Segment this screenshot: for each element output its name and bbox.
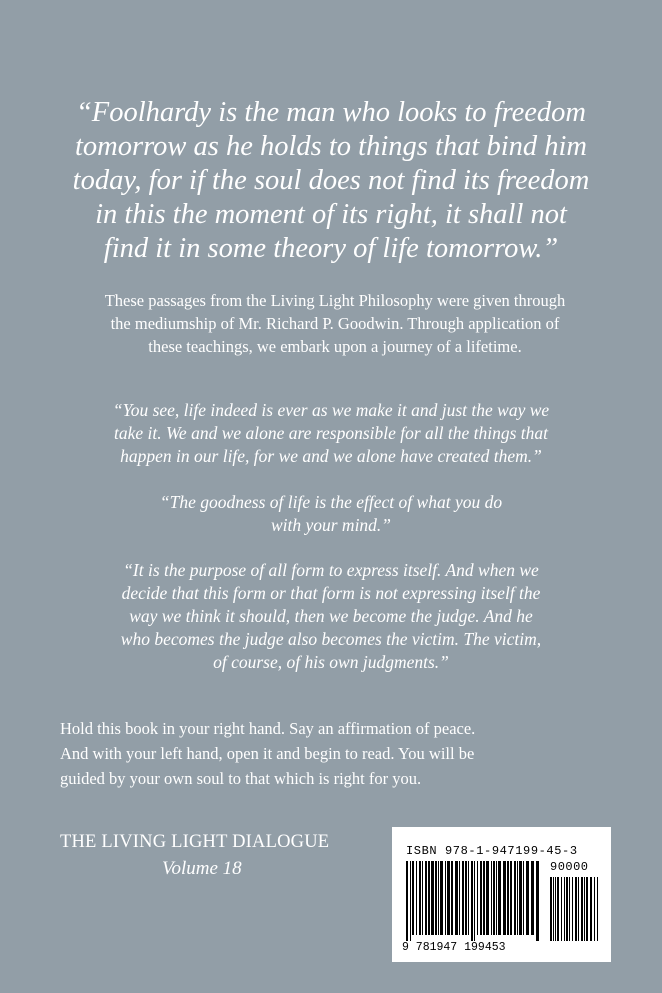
instructions-line: And with your left hand, open it and begin to read. You will be — [60, 744, 475, 763]
series-title: THE LIVING LIGHT DIALOGUE — [60, 832, 330, 852]
barcode-bar — [523, 861, 524, 935]
barcode-bar — [526, 861, 529, 935]
lead-quote-line: today, for if the soul does not find its freedom — [72, 165, 590, 196]
volume-label: Volume 18 — [162, 858, 242, 879]
barcode-bar — [474, 861, 475, 941]
barcode-bar — [507, 861, 509, 935]
intro-paragraph — [60, 289, 610, 358]
lead-quote-line: “Foolhardy is the man who looks to freedom — [75, 97, 587, 128]
barcode-bar — [462, 861, 464, 935]
barcode-bar — [451, 861, 453, 935]
quote-line: way we think it should, then we become the judge. And he — [129, 606, 533, 626]
barcode-addon-bar — [550, 877, 552, 941]
barcode-addon-bar — [594, 877, 595, 941]
quote-line: take it. We and we alone are responsible for all the things that — [113, 423, 549, 443]
barcode-bar — [406, 861, 408, 941]
barcode-addon-bar — [553, 877, 554, 941]
barcode-bar — [419, 861, 421, 935]
quote-line: decide that this form or that form is not expressing itself the — [121, 583, 541, 603]
barcode-bar — [440, 861, 443, 935]
barcode-addon-bar — [590, 877, 592, 941]
quote-line: who becomes the judge also becomes the victim. The victim, — [120, 629, 542, 649]
barcode-bar — [465, 861, 467, 935]
barcode-addon-bar — [584, 877, 585, 941]
quote-line: “It is the purpose of all form to express itself. And when we — [123, 560, 539, 580]
barcode-addon-bar — [581, 877, 583, 941]
barcode-addon-bar — [586, 877, 588, 941]
barcode-bar — [468, 861, 469, 935]
barcode-bar — [496, 861, 497, 935]
barcode-bar — [412, 861, 414, 935]
quote-line: with your mind.” — [270, 515, 392, 535]
barcode-bar — [416, 861, 417, 935]
barcode-bar — [428, 861, 430, 935]
barcode-bar — [435, 861, 437, 935]
quote-1 — [0, 399, 662, 468]
barcode-bar — [519, 861, 522, 935]
instructions-paragraph — [60, 716, 620, 791]
barcode-addon-bar — [572, 877, 573, 941]
barcode-bar — [445, 861, 446, 935]
barcode-bar — [477, 861, 478, 935]
lead-quote-line: tomorrow as he holds to things that bind him — [75, 131, 587, 162]
barcode-bar — [491, 861, 492, 935]
barcode-bar — [531, 861, 534, 935]
lead-quote-line: in this the moment of its right, it shall not — [95, 199, 567, 230]
barcode-addon-bar — [566, 877, 568, 941]
isbn-barcode — [392, 827, 611, 962]
barcode-bar — [425, 861, 427, 935]
lead-quote — [0, 96, 662, 266]
lead-quote-line: find it in some theory of life tomorrow.” — [103, 233, 559, 264]
intro-line: the mediumship of Mr. Richard P. Goodwin. Through application of — [110, 314, 560, 333]
quote-3 — [0, 559, 662, 674]
instructions-line: Hold this book in your right hand. Say an affirmation of peace. — [60, 719, 476, 738]
barcode-bar — [483, 861, 485, 935]
barcode-bar — [459, 861, 460, 935]
barcode-addon-bar — [578, 877, 579, 941]
barcode-bar — [431, 861, 434, 935]
intro-line: these teachings, we embark upon a journey of a lifetime. — [148, 337, 522, 356]
barcode-addon-bar — [564, 877, 565, 941]
quote-line: “The goodness of life is the effect of what you do — [159, 492, 503, 512]
barcode-bar — [503, 861, 506, 935]
barcode-addon-bar — [569, 877, 570, 941]
instructions-line: guided by your own soul to that which is right for you. — [60, 769, 422, 788]
isbn-label: ISBN 978-1-947199-45-3 — [406, 844, 578, 858]
barcode-bar — [486, 861, 489, 935]
barcode-bar — [447, 861, 450, 935]
barcode-addon-bar — [557, 877, 559, 941]
barcode-bar — [536, 861, 539, 941]
quote-2 — [0, 491, 662, 537]
barcode-bar — [438, 861, 439, 935]
barcode-bar — [480, 861, 482, 935]
quote-line: happen in our life, for we and we alone have created them.” — [120, 446, 542, 466]
barcode-bar — [422, 861, 423, 935]
barcode-bar — [514, 861, 516, 935]
intro-line: These passages from the Living Light Philosophy were given through — [104, 291, 566, 310]
barcode-bar — [498, 861, 501, 935]
barcode-bar — [493, 861, 495, 935]
barcode-addon-bar — [555, 877, 556, 941]
quote-line: of course, of his own judgments.” — [213, 652, 449, 672]
barcode-bar — [510, 861, 512, 935]
barcode-addon-bar — [575, 877, 577, 941]
barcode-bar — [410, 861, 411, 941]
barcode-bar — [517, 861, 518, 935]
barcode-addon: 90000 — [550, 860, 589, 874]
barcode-bar — [455, 861, 458, 935]
barcode-bar — [471, 861, 473, 941]
barcode-addon-bar — [597, 877, 598, 941]
quote-line: “You see, life indeed is ever as we make it and just the way we — [112, 400, 550, 420]
barcode-addon-bar — [561, 877, 562, 941]
barcode-digits: 9 781947 199453 — [402, 941, 506, 954]
